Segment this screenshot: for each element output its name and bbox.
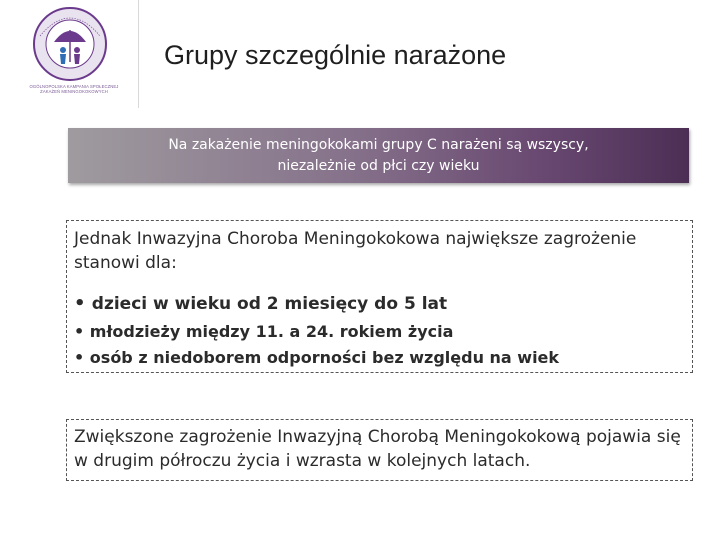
banner-line-1: Na zakażenie meningokokami grupy C narażeni są wszyscy, [168,137,589,153]
logo-caption-line2: ZAKAŻEŃ MENINGOKOKOWYCH [40,89,108,94]
logo-caption [12,84,136,94]
increased-risk-text: Zwiększone zagrożenie Inwazyjną Chorobą Meningokokową pojawia się w drugim półroczu życia i wzrasta w kolejnych latach. [74,427,681,471]
campaign-logo [8,6,138,98]
logo-caption-line1: OGÓLNOPOLSKA KAMPANIA SPOŁECZNEJ [29,84,119,89]
highlight-banner [68,128,689,183]
bullet-icon: • [74,322,90,341]
bullet-item [74,293,447,314]
increased-risk-box [66,419,693,481]
bullet-icon: • [74,293,92,314]
header-divider [138,0,139,108]
slide-title: Grupy szczególnie narażone [164,40,507,70]
bullet-icon: • [74,348,90,367]
bullet-item [74,322,453,341]
bullet-text: osób z niedoborem odporności bez względu na wiek [89,348,560,367]
bullet-item [74,348,559,367]
banner-line-2: niezależnie od płci czy wieku [277,158,480,174]
logo-emblem-icon [30,6,112,84]
bullet-text: dzieci w wieku od 2 miesięcy do 5 lat [91,294,448,314]
risk-groups-intro: Jednak Inwazyjna Choroba Meningokokowa największe zagrożenie stanowi dla: [74,229,637,273]
bullet-text: młodzieży między 11. a 24. rokiem życia [89,322,454,341]
risk-groups-box [66,220,693,373]
